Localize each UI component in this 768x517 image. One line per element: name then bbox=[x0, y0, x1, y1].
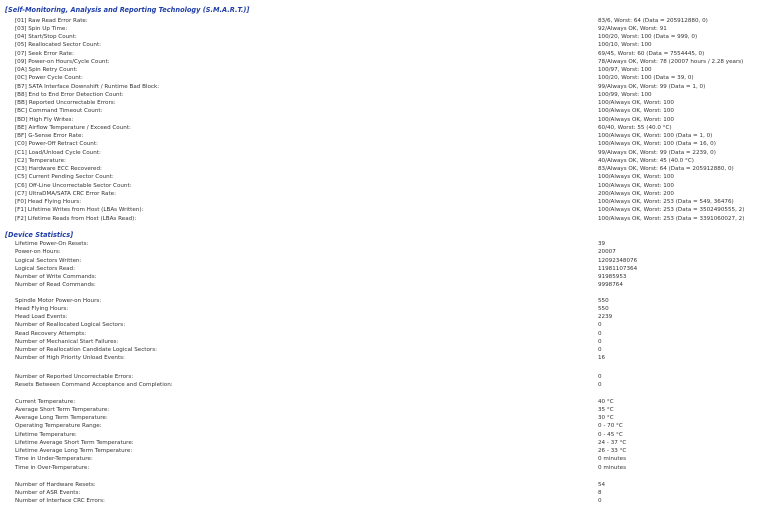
smart-attribute-row bbox=[0, 99, 768, 107]
attribute-value: 92/Always OK, Worst: 91 bbox=[598, 25, 667, 32]
attribute-value: 100/Always OK, Worst: 100 bbox=[598, 108, 674, 115]
statistic-row bbox=[0, 257, 768, 265]
smart-attribute-row bbox=[0, 17, 768, 25]
statistic-value: 0 minutes bbox=[598, 464, 626, 471]
statistic-label: Number of Mechanical Start Failures: bbox=[15, 338, 119, 345]
smart-attribute-row bbox=[0, 206, 768, 214]
attribute-label: [BF] G-Sense Error Rate: bbox=[15, 133, 84, 139]
attribute-label: [07] Seek Error Rate: bbox=[15, 50, 74, 57]
statistic-row bbox=[0, 497, 768, 505]
statistic-value: 0 bbox=[598, 330, 602, 337]
statistic-row bbox=[0, 265, 768, 273]
statistic-value: 0 bbox=[598, 381, 602, 388]
attribute-value: 69/45, Worst: 60 (Data = 7554445, 0) bbox=[598, 50, 705, 57]
smart-attribute-row bbox=[0, 140, 768, 148]
attribute-value: 100/20, Worst: 100 (Data = 999, 0) bbox=[598, 34, 698, 40]
smart-attribute-row bbox=[0, 50, 768, 58]
statistic-value: 54 bbox=[598, 481, 606, 488]
statistic-value: 550 bbox=[598, 305, 609, 312]
smart-attribute-row bbox=[0, 91, 768, 99]
statistic-label: Logical Sectors Read: bbox=[15, 265, 75, 272]
statistic-row bbox=[0, 248, 768, 256]
smart-attribute-row bbox=[0, 107, 768, 115]
smart-attribute-row bbox=[0, 83, 768, 91]
attribute-value: 83/6, Worst: 64 (Data = 205912880, 0) bbox=[598, 17, 708, 24]
smart-attribute-row bbox=[0, 41, 768, 49]
statistic-label: Current Temperature: bbox=[15, 398, 76, 405]
statistic-row bbox=[0, 406, 768, 414]
statistic-label: Time in Under-Temperature: bbox=[15, 456, 93, 463]
statistic-row bbox=[0, 240, 768, 248]
statistic-value: 8 bbox=[598, 489, 602, 496]
statistic-value: 0 - 70 °C bbox=[598, 423, 623, 430]
smart-attribute-row bbox=[0, 33, 768, 41]
attribute-label: [09] Power-on Hours/Cycle Count: bbox=[15, 58, 110, 65]
statistic-value: 24 - 37 °C bbox=[598, 439, 627, 446]
attribute-label: [BC] Command Timeout Count: bbox=[15, 108, 103, 115]
statistic-row bbox=[0, 414, 768, 422]
smart-attribute-row bbox=[0, 25, 768, 33]
statistic-label: Number of Hardware Resets: bbox=[15, 481, 96, 488]
attribute-label: [05] Reallocated Sector Count: bbox=[15, 42, 102, 49]
statistic-row bbox=[0, 346, 768, 354]
statistic-row bbox=[0, 481, 768, 489]
smart-attribute-row bbox=[0, 149, 768, 157]
attribute-value: 100/Always OK, Worst: 253 (Data = 549, 36476) bbox=[598, 199, 734, 205]
attribute-label: [0A] Spin Retry Count: bbox=[15, 67, 78, 73]
statistic-row bbox=[0, 464, 768, 472]
statistic-value: 16 bbox=[598, 355, 606, 362]
statistic-label: Number of High Priority Unload Events: bbox=[15, 355, 125, 362]
statistic-value: 0 bbox=[598, 322, 602, 329]
statistic-value: 91985953 bbox=[598, 274, 627, 280]
attribute-label: [C1] Load/Unload Cycle Count: bbox=[15, 149, 101, 156]
attribute-label: [C7] UltraDMA/SATA CRC Error Rate: bbox=[15, 190, 116, 197]
statistic-value: 0 - 45 °C bbox=[598, 431, 623, 438]
statistic-label: Spindle Motor Power-on Hours: bbox=[15, 297, 102, 304]
statistic-value: 9998764 bbox=[598, 282, 623, 289]
statistic-label: Head Load Events: bbox=[15, 314, 68, 320]
statistic-row bbox=[0, 273, 768, 281]
smart-attribute-row bbox=[0, 173, 768, 181]
statistic-label: Number of Reallocated Logical Sectors: bbox=[15, 322, 126, 329]
statistic-label: Average Short Term Temperature: bbox=[15, 406, 110, 413]
statistic-value: 11981107364 bbox=[598, 265, 638, 272]
smart-section-title: [Self-Monitoring, Analysis and Reporting Technology (S.M.A.R.T.)] bbox=[5, 6, 250, 14]
statistic-row bbox=[0, 447, 768, 455]
attribute-value: 100/97, Worst: 100 bbox=[598, 67, 652, 73]
statistic-label: Number of Read Commands: bbox=[15, 282, 96, 289]
attribute-value: 100/99, Worst: 100 bbox=[598, 91, 652, 98]
statistic-row bbox=[0, 313, 768, 321]
statistic-label: Power-on Hours: bbox=[15, 249, 61, 256]
attribute-value: 60/40, Worst: 55 (40.0 °C) bbox=[598, 124, 672, 131]
attribute-label: [0C] Power Cycle Count: bbox=[15, 75, 83, 82]
statistic-value: 0 bbox=[598, 498, 602, 504]
statistic-row bbox=[0, 439, 768, 447]
statistic-label: Average Long Term Temperature: bbox=[15, 415, 108, 421]
attribute-value: 100/Always OK, Worst: 100 bbox=[598, 100, 674, 106]
statistic-row bbox=[0, 354, 768, 362]
smart-attribute-row bbox=[0, 58, 768, 66]
attribute-value: 78/Always OK, Worst: 78 (20007 hours / 2.28 years) bbox=[598, 58, 744, 65]
statistic-row bbox=[0, 422, 768, 430]
statistic-label: Number of ASR Events: bbox=[15, 489, 81, 496]
smart-attribute-row bbox=[0, 157, 768, 165]
attribute-label: [03] Spin Up Time: bbox=[15, 25, 68, 32]
statistic-label: Head Flying Hours: bbox=[15, 305, 69, 312]
statistic-label: Number of Reallocation Candidate Logical Sectors: bbox=[15, 347, 157, 353]
statistic-label: Lifetime Average Short Term Temperature: bbox=[15, 439, 134, 446]
smart-attribute-row bbox=[0, 190, 768, 198]
statistic-value: 39 bbox=[598, 241, 606, 247]
statistic-value: 2239 bbox=[598, 314, 613, 320]
statistic-row bbox=[0, 330, 768, 338]
attribute-label: [F1] Lifetime Writes from Host (LBAs Written): bbox=[15, 207, 144, 214]
statistic-label: Number of Write Commands: bbox=[15, 274, 97, 280]
smart-attribute-row bbox=[0, 198, 768, 206]
attribute-label: [C0] Power-Off Retract Count: bbox=[15, 141, 98, 148]
device-statistics-title: [Device Statistics] bbox=[5, 231, 74, 239]
statistic-value: 26 - 33 °C bbox=[598, 448, 627, 454]
smart-attribute-row bbox=[0, 124, 768, 132]
smart-attribute-row bbox=[0, 215, 768, 223]
attribute-label: [B7] SATA Interface Downshift / Runtime Bad Block: bbox=[15, 83, 160, 90]
statistic-row bbox=[0, 281, 768, 289]
statistic-row bbox=[0, 431, 768, 439]
statistic-label: Resets Between Command Acceptance and Completion: bbox=[15, 381, 173, 388]
attribute-value: 100/Always OK, Worst: 100 (Data = 16, 0) bbox=[598, 141, 716, 148]
statistic-row bbox=[0, 338, 768, 346]
attribute-value: 40/Always OK, Worst: 45 (40.0 °C) bbox=[598, 157, 694, 164]
statistic-label: Logical Sectors Written: bbox=[15, 257, 82, 264]
statistic-label: Number of Interface CRC Errors: bbox=[15, 498, 105, 504]
statistic-value: 35 °C bbox=[598, 406, 614, 413]
statistic-value: 0 bbox=[598, 373, 602, 380]
statistic-value: 12092348076 bbox=[598, 257, 638, 264]
attribute-value: 100/Always OK, Worst: 100 (Data = 1, 0) bbox=[598, 133, 713, 139]
attribute-value: 83/Always OK, Worst: 64 (Data = 205912880, 0) bbox=[598, 166, 734, 172]
attribute-value: 100/10, Worst: 100 bbox=[598, 42, 652, 49]
attribute-value: 100/Always OK, Worst: 253 (Data = 3391060027, 2) bbox=[598, 215, 745, 222]
statistic-label: Lifetime Temperature: bbox=[15, 431, 77, 438]
smart-attribute-row bbox=[0, 116, 768, 124]
statistic-value: 550 bbox=[598, 297, 609, 304]
smart-attribute-row bbox=[0, 165, 768, 173]
attribute-value: 200/Always OK, Worst: 200 bbox=[598, 190, 674, 197]
smart-attribute-row bbox=[0, 182, 768, 190]
attribute-label: [C5] Current Pending Sector Count: bbox=[15, 174, 114, 181]
statistic-label: Operating Temperature Range: bbox=[15, 423, 102, 430]
attribute-value: 100/Always OK, Worst: 100 bbox=[598, 116, 674, 123]
attribute-value: 100/Always OK, Worst: 100 bbox=[598, 174, 674, 181]
statistic-value: 0 bbox=[598, 347, 602, 353]
statistic-row bbox=[0, 297, 768, 305]
statistic-label: Number of Reported Uncorrectable Errors: bbox=[15, 373, 134, 380]
attribute-value: 100/20, Worst: 100 (Data = 39, 0) bbox=[598, 75, 694, 82]
attribute-label: [B8] End to End Error Detection Count: bbox=[15, 91, 124, 98]
smart-attribute-row bbox=[0, 74, 768, 82]
attribute-label: [C3] Hardware ECC Recovered: bbox=[15, 166, 102, 172]
attribute-label: [C6] Off-Line Uncorrectable Sector Count: bbox=[15, 182, 132, 189]
statistic-row bbox=[0, 489, 768, 497]
attribute-label: [BB] Reported Uncorrectable Errors: bbox=[15, 100, 116, 106]
statistic-label: Time in Over-Temperature: bbox=[15, 464, 90, 471]
statistic-row bbox=[0, 321, 768, 329]
attribute-label: [01] Raw Read Error Rate: bbox=[15, 17, 88, 24]
attribute-value: 99/Always OK, Worst: 99 (Data = 1, 0) bbox=[598, 83, 706, 90]
attribute-value: 99/Always OK, Worst: 99 (Data = 2239, 0) bbox=[598, 149, 716, 156]
statistic-value: 40 °C bbox=[598, 398, 614, 405]
statistic-value: 0 bbox=[598, 338, 602, 345]
statistic-label: Lifetime Power-On Resets: bbox=[15, 241, 89, 247]
attribute-label: [F2] Lifetime Reads from Host (LBAs Read): bbox=[15, 215, 137, 222]
statistic-value: 20007 bbox=[598, 249, 616, 256]
attribute-label: [C2] Temperature: bbox=[15, 157, 66, 164]
statistic-row bbox=[0, 455, 768, 463]
statistic-value: 0 minutes bbox=[598, 456, 626, 463]
attribute-value: 100/Always OK, Worst: 253 (Data = 3502490555, 2) bbox=[598, 207, 745, 214]
attribute-label: [04] Start/Stop Count: bbox=[15, 34, 77, 40]
attribute-label: [BE] Airflow Temperature / Exceed Count: bbox=[15, 124, 131, 131]
statistic-row bbox=[0, 305, 768, 313]
statistic-value: 30 °C bbox=[598, 415, 614, 421]
attribute-label: [BD] High Fly Writes: bbox=[15, 116, 74, 123]
smart-attribute-row bbox=[0, 66, 768, 74]
attribute-label: [F0] Head Flying Hours: bbox=[15, 199, 82, 205]
statistic-row bbox=[0, 373, 768, 381]
statistic-label: Read Recovery Attempts: bbox=[15, 330, 87, 337]
attribute-value: 100/Always OK, Worst: 100 bbox=[598, 182, 674, 189]
statistic-row bbox=[0, 381, 768, 389]
smart-attribute-row bbox=[0, 132, 768, 140]
statistic-row bbox=[0, 398, 768, 406]
statistic-label: Lifetime Average Long Term Temperature: bbox=[15, 448, 133, 454]
